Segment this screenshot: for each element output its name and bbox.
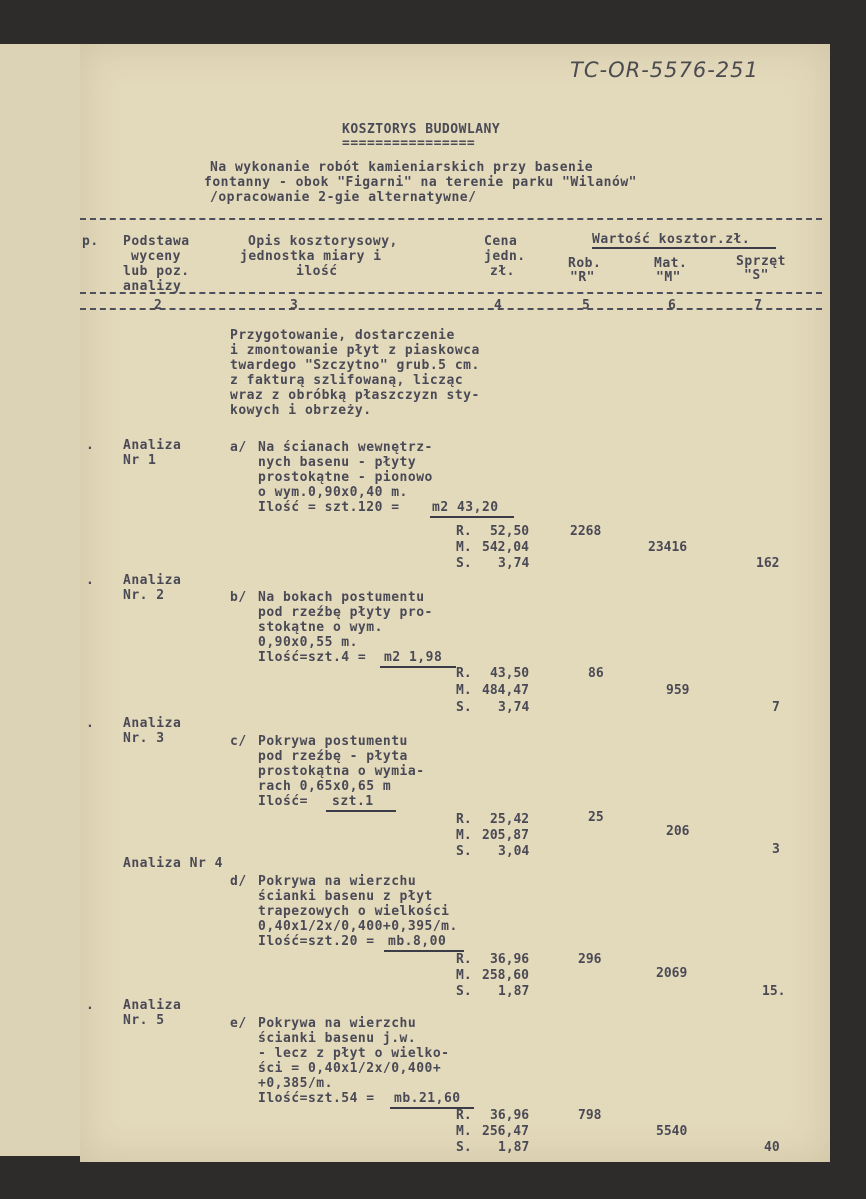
item-desc: stokątne o wym. bbox=[258, 620, 383, 635]
item-basis: Nr. 3 bbox=[123, 731, 165, 746]
handwritten-reference: TC-OR-5576-251 bbox=[570, 58, 759, 82]
unit-price: 36,96 bbox=[490, 952, 530, 967]
cost-value-mat: 206 bbox=[666, 824, 690, 839]
column-number: 6 bbox=[668, 298, 677, 313]
cost-code: S. bbox=[456, 556, 472, 571]
item-qty: mb.8,00 bbox=[388, 934, 447, 949]
item-desc: Na ścianach wewnętrz- bbox=[258, 440, 433, 455]
item-desc: Pokrywa postumentu bbox=[258, 734, 408, 749]
intro-line: wraz z obróbką płaszczyzn sty- bbox=[230, 388, 480, 403]
unit-price: 3,74 bbox=[498, 700, 530, 715]
item-desc: prostokątna o wymia- bbox=[258, 764, 425, 779]
item-basis: Nr. 2 bbox=[123, 588, 165, 603]
document-title: KOSZTORYS BUDOWLANY bbox=[342, 122, 501, 137]
cost-code: S. bbox=[456, 700, 472, 715]
item-desc: Na bokach postumentu bbox=[258, 590, 425, 605]
cost-code: R. bbox=[456, 524, 472, 539]
item-letter: b/ bbox=[230, 590, 247, 605]
cost-value-sprzet: 162 bbox=[756, 556, 780, 571]
item-desc: nych basenu - płyty bbox=[258, 455, 417, 470]
header-price: Cena bbox=[484, 234, 518, 249]
header-sprzet: "S" bbox=[744, 268, 769, 283]
cost-code: M. bbox=[456, 1124, 472, 1139]
cost-code: S. bbox=[456, 1140, 472, 1155]
intro-line: i zmontowanie płyt z piaskowca bbox=[230, 343, 480, 358]
cost-code: R. bbox=[456, 1108, 472, 1123]
header-rule-bottom bbox=[80, 308, 822, 310]
cost-value-rob: 25 bbox=[588, 810, 604, 825]
cost-value-rob: 86 bbox=[588, 666, 604, 681]
item-letter: d/ bbox=[230, 874, 247, 889]
qty-underline bbox=[384, 950, 464, 952]
item-desc: Pokrywa na wierzchu bbox=[258, 874, 417, 889]
intro-line: kowych i obrzeży. bbox=[230, 403, 372, 418]
item-basis: Analiza Nr 4 bbox=[123, 856, 223, 871]
column-number: 4 bbox=[494, 298, 503, 313]
cost-value-sprzet: 15. bbox=[762, 984, 786, 999]
cost-value-rob: 2268 bbox=[570, 524, 602, 539]
header-mat: Mat. bbox=[654, 256, 688, 271]
item-desc: prostokątne - pionowo bbox=[258, 470, 433, 485]
header-desc: Opis kosztorysowy, bbox=[248, 234, 398, 249]
header-basis: lub poz. bbox=[123, 264, 190, 279]
item-qty-prefix: Ilość = szt.120 = bbox=[258, 500, 408, 515]
header-sprzet: Sprzęt bbox=[736, 254, 786, 269]
item-bullet: . bbox=[86, 716, 95, 731]
cost-code: S. bbox=[456, 984, 472, 999]
item-bullet: . bbox=[86, 998, 95, 1013]
unit-price: 1,87 bbox=[498, 984, 530, 999]
item-qty: m2 43,20 bbox=[432, 500, 499, 515]
item-desc: o wym.0,90x0,40 m. bbox=[258, 485, 408, 500]
unit-price: 25,42 bbox=[490, 812, 530, 827]
cost-code: M. bbox=[456, 828, 472, 843]
header-rule-top bbox=[80, 218, 822, 220]
unit-price: 542,04 bbox=[482, 540, 529, 555]
cost-code: M. bbox=[456, 540, 472, 555]
value-title-underline bbox=[592, 247, 776, 249]
subtitle-line: /opracowanie 2-gie alternatywne/ bbox=[210, 190, 477, 205]
cost-value-sprzet: 7 bbox=[772, 700, 780, 715]
unit-price: 3,74 bbox=[498, 556, 530, 571]
cost-value-sprzet: 40 bbox=[764, 1140, 780, 1155]
header-value-title: Wartość kosztor.zł. bbox=[592, 232, 751, 247]
item-desc: pod rzeźbę - płyta bbox=[258, 749, 408, 764]
cost-value-mat: 2069 bbox=[656, 966, 688, 981]
cost-value-mat: 5540 bbox=[656, 1124, 688, 1139]
item-qty-prefix: Ilość= bbox=[258, 794, 317, 809]
header-lp: p. bbox=[82, 234, 99, 249]
header-price: zł. bbox=[490, 264, 515, 279]
item-qty-prefix: Ilość=szt.20 = bbox=[258, 934, 375, 949]
item-basis: Nr. 5 bbox=[123, 1013, 165, 1028]
item-desc: pod rzeźbę płyty pro- bbox=[258, 605, 433, 620]
item-qty-prefix: Ilość=szt.54 = bbox=[258, 1091, 375, 1106]
cost-code: M. bbox=[456, 683, 472, 698]
item-qty-prefix: Ilość=szt.4 = bbox=[258, 650, 367, 665]
cost-value-mat: 23416 bbox=[648, 540, 688, 555]
item-desc: ścianki basenu z płyt bbox=[258, 889, 433, 904]
item-basis: Analiza bbox=[123, 716, 182, 731]
item-desc: +0,385/m. bbox=[258, 1076, 333, 1091]
item-basis: Analiza bbox=[123, 998, 182, 1013]
item-desc: 0,90x0,55 m. bbox=[258, 635, 358, 650]
unit-price: 256,47 bbox=[482, 1124, 529, 1139]
cost-value-rob: 296 bbox=[578, 952, 602, 967]
item-basis: Analiza bbox=[123, 573, 182, 588]
item-qty: mb.21,60 bbox=[394, 1091, 461, 1106]
cost-value-rob: 798 bbox=[578, 1108, 602, 1123]
header-price: jedn. bbox=[484, 249, 526, 264]
item-desc: trapezowych o wielkości bbox=[258, 904, 450, 919]
item-desc: Pokrywa na wierzchu bbox=[258, 1016, 417, 1031]
unit-price: 43,50 bbox=[490, 666, 530, 681]
document-page bbox=[80, 44, 830, 1162]
subtitle-line: Na wykonanie robót kamieniarskich przy basenie bbox=[210, 160, 594, 175]
column-number: 2 bbox=[154, 298, 163, 313]
qty-underline bbox=[430, 516, 514, 518]
header-basis: Podstawa bbox=[123, 234, 190, 249]
header-basis: analizy bbox=[123, 279, 182, 294]
item-letter: e/ bbox=[230, 1016, 247, 1031]
item-desc: - lecz z płyt o wielko- bbox=[258, 1046, 450, 1061]
column-number: 7 bbox=[754, 298, 763, 313]
header-desc: jednostka miary i bbox=[240, 249, 382, 264]
cost-value-mat: 959 bbox=[666, 683, 690, 698]
title-underline: ================ bbox=[342, 136, 476, 151]
item-desc: ścianki basenu j.w. bbox=[258, 1031, 417, 1046]
item-bullet: . bbox=[86, 573, 95, 588]
item-desc: 0,40x1/2x/0,400+0,395/m. bbox=[258, 919, 458, 934]
unit-price: 52,50 bbox=[490, 524, 530, 539]
item-letter: c/ bbox=[230, 734, 247, 749]
unit-price: 205,87 bbox=[482, 828, 529, 843]
unit-price: 258,60 bbox=[482, 968, 529, 983]
item-desc: rach 0,65x0,65 m bbox=[258, 779, 392, 794]
header-rule-mid bbox=[80, 292, 822, 294]
item-desc: ści = 0,40x1/2x/0,400+ bbox=[258, 1061, 442, 1076]
intro-line: twardego "Szczytno" grub.5 cm. bbox=[230, 358, 480, 373]
intro-line: Przygotowanie, dostarczenie bbox=[230, 328, 455, 343]
qty-underline bbox=[326, 810, 396, 812]
header-desc: ilość bbox=[296, 264, 338, 279]
cost-code: S. bbox=[456, 844, 472, 859]
column-number: 5 bbox=[582, 298, 591, 313]
unit-price: 3,04 bbox=[498, 844, 530, 859]
item-letter: a/ bbox=[230, 440, 247, 455]
intro-line: z fakturą szlifowaną, licząc bbox=[230, 373, 464, 388]
item-basis: Nr 1 bbox=[123, 453, 157, 468]
cost-code: R. bbox=[456, 952, 472, 967]
item-basis: Analiza bbox=[123, 438, 182, 453]
item-qty: m2 1,98 bbox=[384, 650, 443, 665]
cost-code: R. bbox=[456, 812, 472, 827]
item-bullet: . bbox=[86, 438, 95, 453]
header-rob: Rob. bbox=[568, 256, 602, 271]
subtitle-line: fontanny - obok "Figarni" na terenie parku "Wilanów" bbox=[204, 175, 637, 190]
header-rob: "R" bbox=[570, 270, 595, 285]
cost-value-sprzet: 3 bbox=[772, 842, 780, 857]
cost-code: R. bbox=[456, 666, 472, 681]
cost-code: M. bbox=[456, 968, 472, 983]
unit-price: 36,96 bbox=[490, 1108, 530, 1123]
header-basis: wyceny bbox=[131, 249, 181, 264]
header-mat: "M" bbox=[656, 270, 681, 285]
qty-underline bbox=[380, 666, 456, 668]
unit-price: 1,87 bbox=[498, 1140, 530, 1155]
column-number: 3 bbox=[290, 298, 299, 313]
item-qty: szt.1 bbox=[332, 794, 374, 809]
unit-price: 484,47 bbox=[482, 683, 529, 698]
